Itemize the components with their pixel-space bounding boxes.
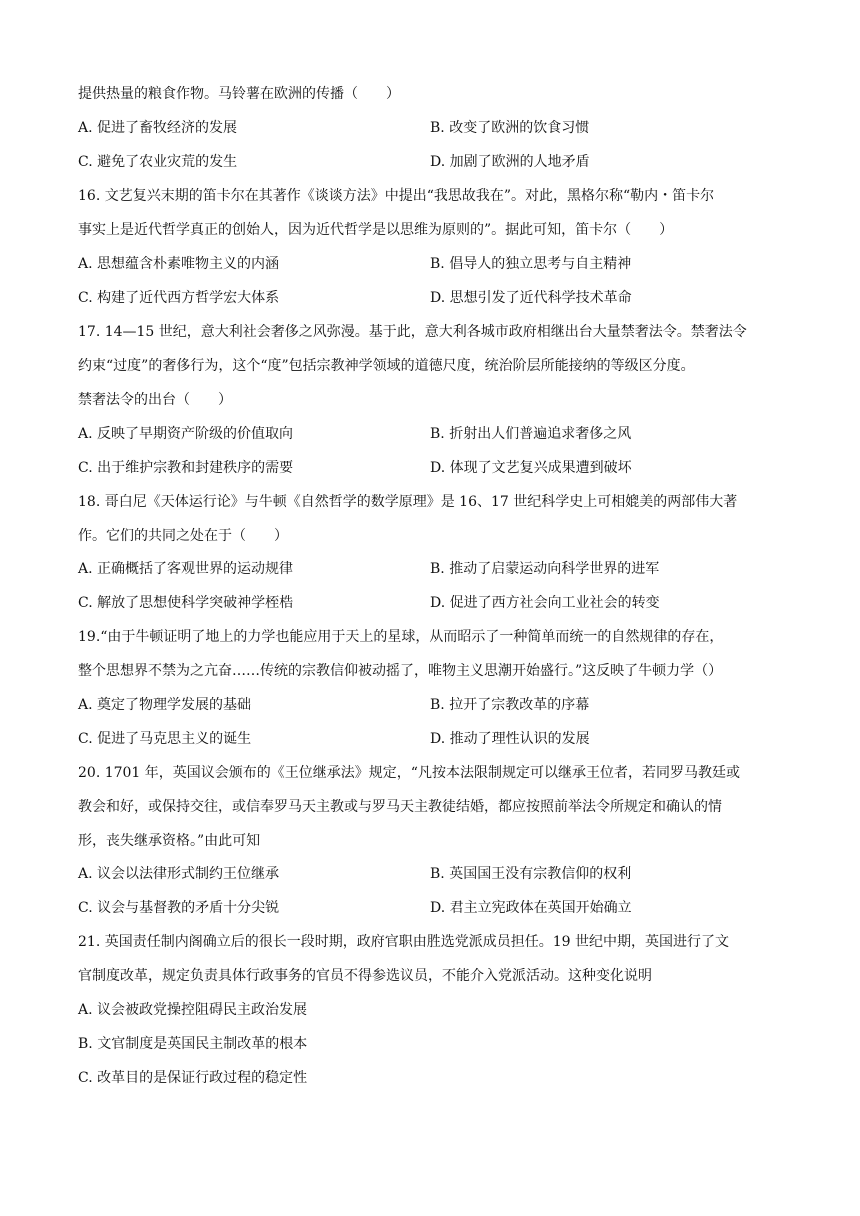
question-17-line-3: 禁奢法令的出台（ ） xyxy=(78,392,232,408)
question-17-line-1: 17. 14—15 世纪，意大利社会奢侈之风弥漫。基于此，意大利各城市政府相继出台大量禁奢法令。禁奢法令 xyxy=(78,324,747,340)
q19-option-b: B. 拉开了宗教改革的序幕 xyxy=(430,697,590,713)
q21-option-a: A. 议会被政党操控阻碍民主政治发展 xyxy=(78,1002,308,1018)
question-17-line-2: 约束“过度”的奢侈行为，这个“度”包括宗教神学领域的道德尺度，统治阶层所能接纳的等级区分度。 xyxy=(78,358,695,374)
q15-option-b: B. 改变了欧洲的饮食习惯 xyxy=(430,120,590,136)
q20-option-b: B. 英国国王没有宗教信仰的权利 xyxy=(430,866,632,882)
q20-option-c: C. 议会与基督教的矛盾十分尖锐 xyxy=(78,900,280,916)
q18-option-c: C. 解放了思想使科学突破神学桎梏 xyxy=(78,595,294,611)
question-20-line-1: 20. 1701 年，英国议会颁布的《王位继承法》规定，“凡按本法限制规定可以继承王位者，若同罗马教廷或 xyxy=(78,765,740,781)
q15-option-c: C. 避免了农业灾荒的发生 xyxy=(78,154,238,170)
q15-option-d: D. 加剧了欧洲的人地矛盾 xyxy=(430,154,590,170)
q19-option-c: C. 促进了马克思主义的诞生 xyxy=(78,731,252,747)
question-20-line-2: 教会和好，或保持交往，或信奉罗马天主教或与罗马天主教徒结婚，都应按照前举法令所规定和确认的情 xyxy=(78,799,722,815)
q19-option-a: A. 奠定了物理学发展的基础 xyxy=(78,697,252,713)
q16-option-a: A. 思想蕴含朴素唯物主义的内涵 xyxy=(78,256,280,272)
q20-option-a: A. 议会以法律形式制约王位继承 xyxy=(78,866,280,882)
q20-option-d: D. 君主立宪政体在英国开始确立 xyxy=(430,900,632,916)
question-15-stem: 提供热量的粮食作物。马铃薯在欧洲的传播（ ） xyxy=(78,86,400,102)
q16-option-d: D. 思想引发了近代科学技术革命 xyxy=(430,290,632,306)
question-20-line-3: 形，丧失继承资格。”由此可知 xyxy=(78,833,261,849)
q17-option-b: B. 折射出人们普遍追求奢侈之风 xyxy=(430,426,632,442)
q17-option-c: C. 出于维护宗教和封建秩序的需要 xyxy=(78,460,294,476)
question-21-line-1: 21. 英国责任制内阁确立后的很长一段时期，政府官职由胜选党派成员担任。19 世纪中期，英国进行了文 xyxy=(78,934,729,950)
question-16-line-2: 事实上是近代哲学真正的创始人，因为近代哲学是以思维为原则的”。据此可知，笛卡尔（ ） xyxy=(78,222,674,238)
question-21-line-2: 官制度改革，规定负责具体行政事务的官员不得参选议员，不能介入党派活动。这种变化说明 xyxy=(78,968,652,984)
q21-option-b: B. 文官制度是英国民主制改革的根本 xyxy=(78,1036,308,1052)
question-19-line-2: 整个思想界不禁为之亢奋……传统的宗教信仰被动摇了，唯物主义思潮开始盛行。”这反映了牛顿力学（） xyxy=(78,663,723,679)
q18-option-a: A. 正确概括了客观世界的运动规律 xyxy=(78,561,294,577)
question-16-line-1: 16. 文艺复兴末期的笛卡尔在其著作《谈谈方法》中提出“我思故我在”。对此，黑格尔称“勒内・笛卡尔 xyxy=(78,188,715,204)
q16-option-c: C. 构建了近代西方哲学宏大体系 xyxy=(78,290,280,306)
q17-option-a: A. 反映了早期资产阶级的价值取向 xyxy=(78,426,294,442)
q15-option-a: A. 促进了畜牧经济的发展 xyxy=(78,120,238,136)
question-18-line-1: 18. 哥白尼《天体运行论》与牛顿《自然哲学的数学原理》是 16、17 世纪科学史上可相媲美的两部伟大著 xyxy=(78,494,738,510)
q18-option-b: B. 推动了启蒙运动向科学世界的进军 xyxy=(430,561,660,577)
q19-option-d: D. 推动了理性认识的发展 xyxy=(430,731,590,747)
question-18-line-2: 作。它们的共同之处在于（ ） xyxy=(78,528,288,544)
q21-option-c: C. 改革目的是保证行政过程的稳定性 xyxy=(78,1070,308,1086)
question-19-line-1: 19.“由于牛顿证明了地上的力学也能应用于天上的星球，从而昭示了一种简单而统一的自然规律的存在， xyxy=(78,629,724,645)
q17-option-d: D. 体现了文艺复兴成果遭到破坏 xyxy=(430,460,632,476)
q16-option-b: B. 倡导人的独立思考与自主精神 xyxy=(430,256,632,272)
q18-option-d: D. 促进了西方社会向工业社会的转变 xyxy=(430,595,660,611)
